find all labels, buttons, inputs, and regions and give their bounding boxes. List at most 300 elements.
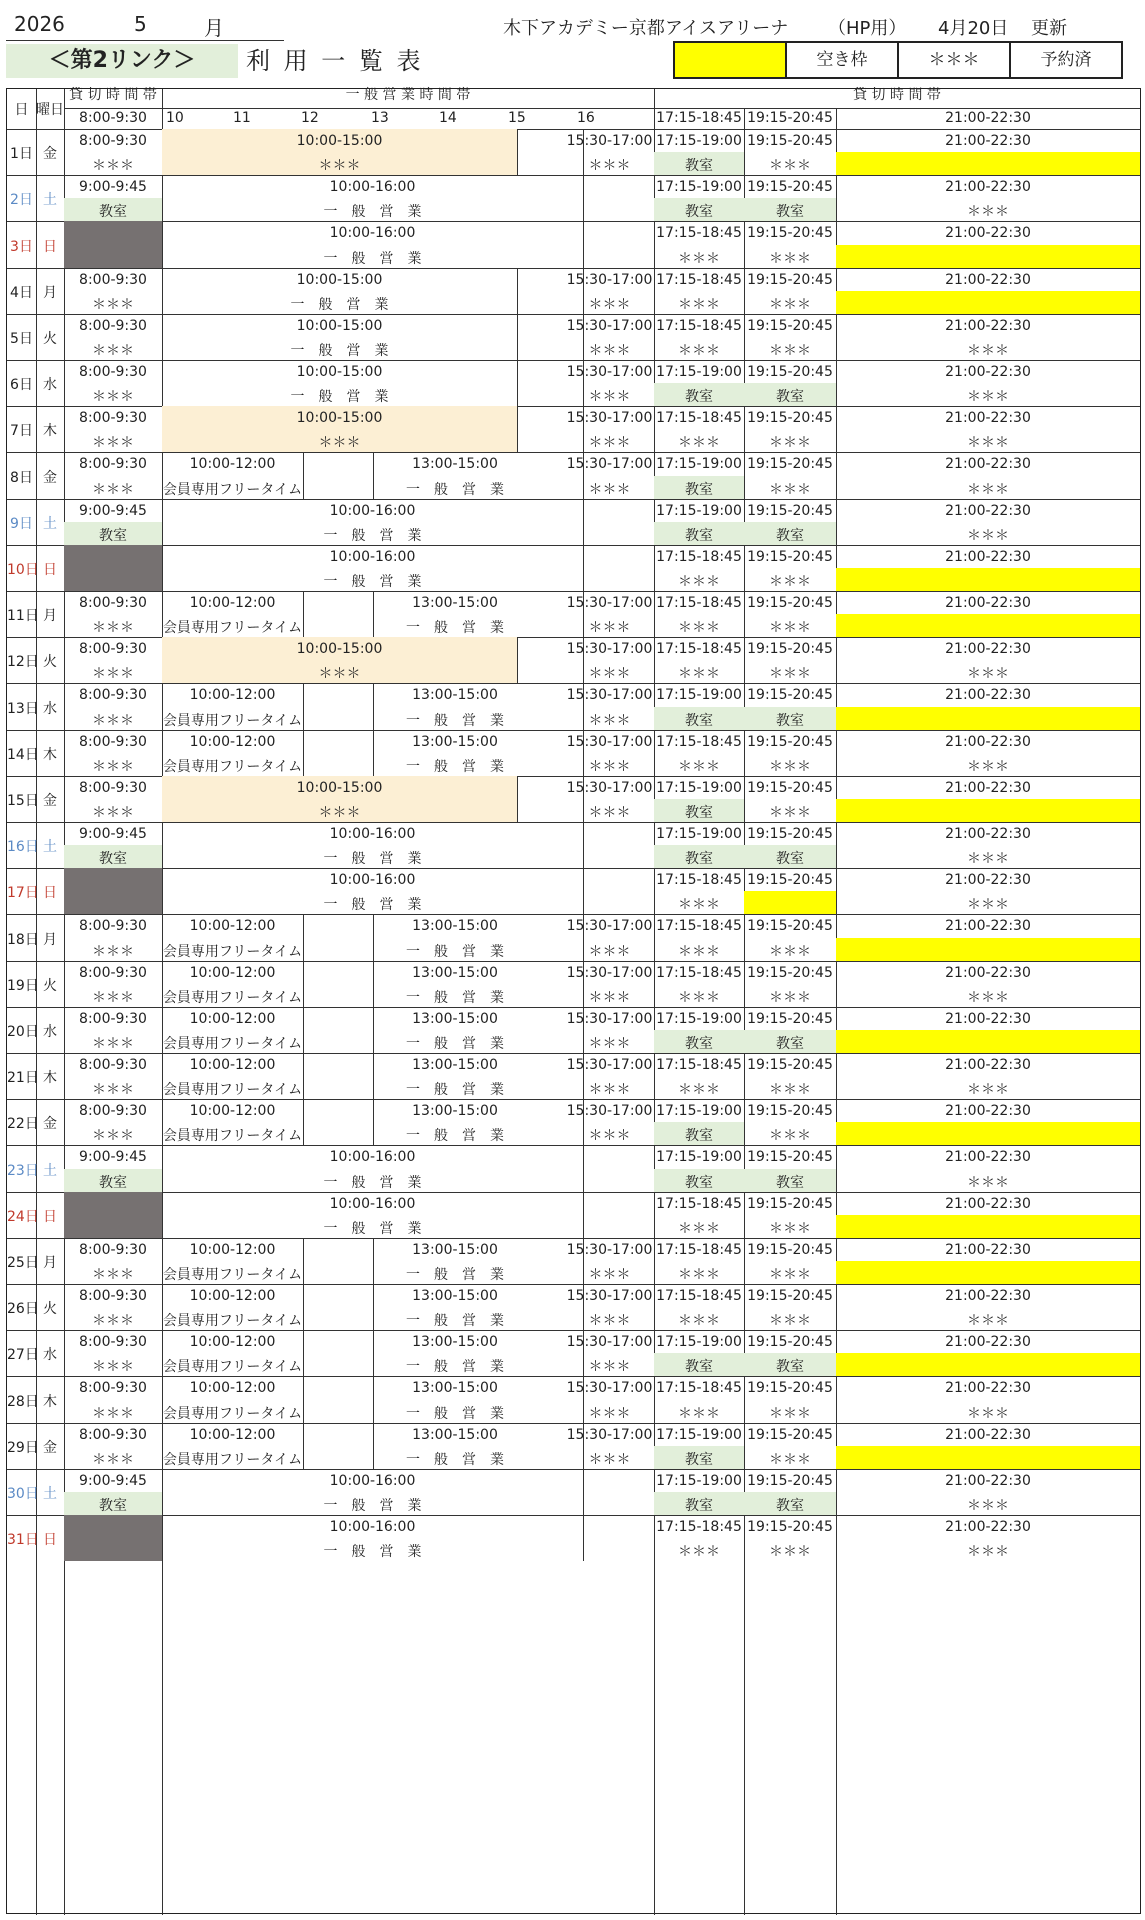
weekday: 火: [43, 330, 57, 347]
general-status: 一 般 営 業: [323, 250, 422, 267]
header-weekday: 曜日: [36, 102, 64, 118]
general-time: 13:00-15:00: [412, 1288, 498, 1304]
evening-status-1: 教室: [685, 1035, 713, 1052]
evening-time-1: 17:15-18:45: [656, 1057, 742, 1073]
grid-line: [7, 221, 1140, 222]
evening-status-2: ＊＊＊: [769, 758, 811, 775]
evening-status-1: ＊＊＊: [678, 573, 720, 590]
members-status: 会員専用フリータイム: [162, 1451, 303, 1468]
grid-line: [7, 360, 1140, 361]
vacant-slot: [836, 245, 1140, 268]
evening-status-1: ＊＊＊: [678, 620, 720, 637]
evening-status-1: ＊＊＊: [678, 1220, 720, 1237]
evening-status-1: 教室: [685, 1128, 713, 1145]
afternoon-status: ＊＊＊: [588, 481, 631, 498]
general-status: 一 般 営 業: [323, 573, 422, 590]
general-status: 一 般 営 業: [323, 851, 422, 868]
general-status: 一 般 営 業: [406, 1128, 504, 1145]
vacant-slot: [836, 1030, 1140, 1053]
vacant-slot: [836, 291, 1140, 314]
morning-status: ＊＊＊: [92, 1405, 134, 1422]
general-time: 10:00-16:00: [329, 1195, 416, 1212]
general-status: ＊＊＊: [318, 804, 361, 821]
morning-status: ＊＊＊: [92, 620, 134, 637]
evening-time-3: 21:00-22:30: [945, 964, 1031, 981]
members-status: 会員専用フリータイム: [162, 481, 303, 498]
evening-status-3: ＊＊＊: [967, 989, 1009, 1006]
day-number: 26日: [7, 1301, 39, 1318]
page-subtitle: 利 用 一 覧 表: [246, 47, 424, 75]
evening-status-3: ＊＊＊: [967, 342, 1009, 359]
morning-time: 8:00-9:30: [79, 1288, 147, 1304]
general-status: ＊＊＊: [318, 435, 361, 452]
vacant-slot: [836, 799, 1140, 822]
morning-status: ＊＊＊: [92, 342, 134, 359]
evening-time-3: 21:00-22:30: [945, 317, 1031, 334]
grid-line: [373, 730, 374, 776]
closed-block: [64, 221, 162, 267]
afternoon-time: 15:30-17:00: [566, 410, 653, 427]
day-number: 10日: [7, 561, 39, 578]
weekday: 木: [43, 1393, 57, 1410]
year-label: 2026: [14, 12, 65, 36]
afternoon-time: 15:30-17:00: [566, 133, 653, 149]
afternoon-status: ＊＊＊: [588, 943, 631, 960]
grid-line: [7, 914, 1140, 915]
evening-time-1: 17:15-18:45: [656, 1380, 742, 1397]
grid-line: [7, 1330, 1140, 1331]
evening-time-3: 21:00-22:30: [945, 872, 1031, 889]
general-status: 一 般 営 業: [406, 1082, 504, 1099]
evening-status-2: 教室: [776, 1035, 804, 1052]
legend-vacant-swatch: [675, 43, 785, 77]
grid-line: [583, 1515, 584, 1561]
evening-status-1: ＊＊＊: [678, 342, 720, 359]
general-status: 一 般 営 業: [323, 1544, 422, 1561]
rink-title: ＜第2リンク＞: [6, 44, 238, 78]
members-time: 10:00-12:00: [189, 456, 276, 473]
month-number: 5: [134, 12, 147, 36]
general-status: 一 般 営 業: [406, 712, 504, 729]
general-status: 一 般 営 業: [323, 204, 422, 221]
morning-time: 9:00-9:45: [79, 179, 147, 196]
morning-status: 教室: [99, 1174, 127, 1191]
general-time: 10:00-16:00: [329, 548, 416, 565]
weekday: 木: [43, 423, 57, 440]
members-time: 10:00-12:00: [189, 964, 276, 981]
morning-time: 9:00-9:45: [79, 1149, 147, 1166]
evening-time-3: 21:00-22:30: [945, 502, 1031, 519]
morning-status: 教室: [99, 851, 127, 868]
evening-time-3: 21:00-22:30: [945, 1103, 1031, 1120]
evening-status-1: 教室: [685, 481, 713, 498]
members-time: 10:00-12:00: [189, 687, 276, 704]
evening-status-2: ＊＊＊: [769, 1128, 811, 1145]
evening-time-2: 19:15-20:45: [747, 918, 833, 935]
day-number: 6日: [10, 377, 33, 394]
day-number: 28日: [7, 1393, 39, 1410]
vacant-slot: [836, 568, 1140, 591]
general-status: 一 般 営 業: [406, 620, 504, 637]
grid-line: [7, 1053, 1140, 1054]
morning-time: 8:00-9:30: [79, 1103, 147, 1120]
afternoon-time: 15:30-17:00: [566, 1380, 653, 1397]
vacant-slot: [836, 707, 1140, 730]
grid-line: [517, 268, 518, 314]
evening-status-1: ＊＊＊: [678, 435, 720, 452]
afternoon-status: ＊＊＊: [588, 1082, 631, 1099]
members-time: 10:00-12:00: [189, 1334, 276, 1351]
evening-time-2: 19:15-20:45: [747, 1010, 833, 1027]
evening-status-2: ＊＊＊: [769, 573, 811, 590]
morning-time: 8:00-9:30: [79, 271, 147, 288]
grid-line: [303, 1007, 304, 1053]
weekday: 金: [43, 1116, 57, 1133]
evening-status-3: ＊＊＊: [967, 1082, 1009, 1099]
evening-time-3: 21:00-22:30: [945, 225, 1031, 242]
afternoon-status: ＊＊＊: [588, 435, 631, 452]
grid-line: [303, 1330, 304, 1376]
morning-status: ＊＊＊: [92, 1313, 134, 1330]
members-status: 会員専用フリータイム: [162, 989, 303, 1006]
day-number: 13日: [7, 700, 39, 717]
evening-time-2: 19:15-20:45: [747, 1519, 833, 1535]
evening-time-3: 21:00-22:30: [945, 1472, 1031, 1489]
morning-time: 8:00-9:30: [79, 1334, 147, 1351]
evening-status-2: ＊＊＊: [769, 1544, 811, 1561]
evening-status-2: ＊＊＊: [769, 1313, 811, 1330]
header-rental-morning: 貸 切 時 間 帯: [69, 87, 157, 103]
header-morning-slot: 8:00-9:30: [79, 110, 147, 126]
vacant-slot: [836, 152, 1140, 175]
grid-line: [583, 221, 584, 267]
evening-time-1: 17:15-18:45: [656, 1288, 742, 1304]
header-hour-12: 12: [301, 110, 319, 126]
weekday: 火: [43, 1301, 57, 1318]
evening-status-2: ＊＊＊: [769, 1405, 811, 1422]
morning-time: 8:00-9:30: [79, 1057, 147, 1073]
weekday: 月: [43, 608, 57, 625]
grid-line: [303, 1423, 304, 1469]
vacant-slot: [836, 1446, 1140, 1469]
afternoon-status: ＊＊＊: [588, 158, 631, 175]
morning-time: 8:00-9:30: [79, 595, 147, 611]
evening-status-3: ＊＊＊: [967, 666, 1009, 683]
evening-time-1: 17:15-18:45: [656, 1519, 742, 1535]
evening-time-1: 17:15-19:00: [656, 826, 742, 842]
grid-line: [373, 1284, 374, 1330]
evening-status-1: ＊＊＊: [678, 1405, 720, 1422]
evening-status-1: 教室: [685, 1174, 713, 1191]
grid-line: [303, 452, 304, 498]
members-status: 会員専用フリータイム: [162, 1359, 303, 1376]
general-time: 10:00-16:00: [329, 1519, 416, 1535]
afternoon-status: ＊＊＊: [588, 1451, 631, 1468]
general-status: 一 般 営 業: [323, 527, 422, 544]
members-status: 会員専用フリータイム: [162, 620, 303, 637]
grid-line: [7, 1238, 1140, 1239]
grid-line: [583, 545, 584, 591]
grid-line: [303, 591, 304, 637]
grid-line: [7, 1284, 1140, 1285]
grid-line: [7, 1099, 1140, 1100]
general-status: ＊＊＊: [318, 158, 361, 175]
morning-time: 8:00-9:30: [79, 641, 147, 658]
evening-status-2: ＊＊＊: [769, 1082, 811, 1099]
weekday: 金: [43, 1439, 57, 1456]
evening-status-2: 教室: [776, 204, 804, 221]
evening-status-3: ＊＊＊: [967, 897, 1009, 914]
hp-label: （HP用）: [828, 18, 907, 39]
afternoon-status: ＊＊＊: [588, 296, 631, 313]
vacant-slot: [836, 1353, 1140, 1376]
morning-status: ＊＊＊: [92, 943, 134, 960]
evening-status-2: ＊＊＊: [769, 943, 811, 960]
weekday: 水: [43, 1347, 57, 1364]
day-number: 4日: [10, 284, 33, 301]
morning-status: ＊＊＊: [92, 804, 134, 821]
weekday: 水: [43, 1023, 57, 1040]
header-hour-15: 15: [508, 110, 526, 126]
evening-time-1: 17:15-19:00: [656, 364, 742, 380]
weekday: 火: [43, 977, 57, 994]
grid-line: [303, 961, 304, 1007]
grid-line: [7, 683, 1140, 684]
header-evening-3: 21:00-22:30: [945, 110, 1031, 126]
evening-time-3: 21:00-22:30: [945, 456, 1031, 473]
general-time: 10:00-15:00: [296, 364, 383, 380]
general-time: 13:00-15:00: [412, 456, 498, 473]
general-time: 10:00-15:00: [296, 779, 383, 796]
weekday: 金: [43, 146, 57, 163]
day-number: 17日: [7, 885, 39, 902]
morning-status: ＊＊＊: [92, 712, 134, 729]
evening-status-2: ＊＊＊: [769, 989, 811, 1006]
evening-time-3: 21:00-22:30: [945, 918, 1031, 935]
venue-name: 木下アカデミー京都アイスアリーナ: [503, 18, 789, 39]
evening-time-2: 19:15-20:45: [747, 641, 833, 658]
weekday: 金: [43, 792, 57, 809]
general-time: 10:00-15:00: [296, 271, 383, 288]
afternoon-status: ＊＊＊: [588, 1128, 631, 1145]
general-status: 一 般 営 業: [406, 481, 504, 498]
morning-time: 8:00-9:30: [79, 1010, 147, 1027]
evening-status-1: 教室: [685, 204, 713, 221]
grid-line: [373, 1423, 374, 1469]
afternoon-status: ＊＊＊: [588, 1035, 631, 1052]
evening-status-3: ＊＊＊: [967, 204, 1009, 221]
afternoon-status: ＊＊＊: [588, 666, 631, 683]
general-time: 10:00-16:00: [329, 826, 416, 842]
members-status: 会員専用フリータイム: [162, 1082, 303, 1099]
evening-status-1: ＊＊＊: [678, 897, 720, 914]
members-time: 10:00-12:00: [189, 1380, 276, 1397]
grid-line: [373, 1007, 374, 1053]
grid-line: [517, 406, 518, 452]
morning-time: 8:00-9:30: [79, 733, 147, 750]
day-number: 31日: [7, 1532, 39, 1549]
general-status: 一 般 営 業: [406, 943, 504, 960]
general-time: 13:00-15:00: [412, 964, 498, 981]
legend-reserved: 予約済: [1009, 43, 1121, 77]
morning-time: 8:00-9:30: [79, 1241, 147, 1258]
afternoon-status: ＊＊＊: [588, 620, 631, 637]
morning-time: 8:00-9:30: [79, 779, 147, 796]
evening-status-3: ＊＊＊: [967, 435, 1009, 452]
evening-time-1: 17:15-19:00: [656, 456, 742, 473]
header-rental-evening: 貸 切 時 間 帯: [853, 87, 941, 103]
evening-time-3: 21:00-22:30: [945, 1519, 1031, 1535]
vacant-slot: [836, 1122, 1140, 1145]
afternoon-time: 15:30-17:00: [566, 687, 653, 704]
general-status: 一 般 営 業: [406, 758, 504, 775]
header-hour-11: 11: [233, 110, 251, 126]
evening-status-3: ＊＊＊: [967, 1497, 1009, 1514]
afternoon-time: 15:30-17:00: [566, 1010, 653, 1027]
morning-time: 8:00-9:30: [79, 456, 147, 473]
members-time: 10:00-12:00: [189, 595, 276, 611]
morning-status: ＊＊＊: [92, 1082, 134, 1099]
evening-time-2: 19:15-20:45: [747, 1472, 833, 1489]
day-number: 22日: [7, 1116, 39, 1133]
header-evening-1: 17:15-18:45: [656, 110, 742, 126]
evening-status-2: ＊＊＊: [769, 804, 811, 821]
morning-time: 9:00-9:45: [79, 502, 147, 519]
weekday: 土: [43, 1485, 57, 1502]
evening-time-1: 17:15-19:00: [656, 1472, 742, 1489]
weekday: 日: [43, 1532, 57, 1549]
evening-status-2: ＊＊＊: [769, 296, 811, 313]
general-status: 一 般 営 業: [323, 897, 422, 914]
evening-status-2: 教室: [776, 712, 804, 729]
afternoon-time: 15:30-17:00: [566, 271, 653, 288]
evening-status-2: ＊＊＊: [769, 1266, 811, 1283]
general-time: 13:00-15:00: [412, 1426, 498, 1443]
evening-status-1: 教室: [685, 712, 713, 729]
evening-time-2: 19:15-20:45: [747, 1149, 833, 1166]
day-number: 14日: [7, 746, 39, 763]
grid-line: [303, 730, 304, 776]
updated-date: 4月20日: [938, 18, 1009, 39]
evening-time-1: 17:15-18:45: [656, 964, 742, 981]
evening-status-2: 教室: [776, 389, 804, 406]
weekday: 日: [43, 238, 57, 255]
day-number: 30日: [7, 1485, 39, 1502]
evening-status-3: ＊＊＊: [967, 851, 1009, 868]
afternoon-status: ＊＊＊: [588, 1313, 631, 1330]
evening-time-3: 21:00-22:30: [945, 1057, 1031, 1073]
evening-time-3: 21:00-22:30: [945, 1010, 1031, 1027]
afternoon-time: 15:30-17:00: [566, 964, 653, 981]
grid-line: [373, 1330, 374, 1376]
evening-status-1: 教室: [685, 1497, 713, 1514]
grid-line: [7, 1423, 1140, 1424]
evening-time-1: 17:15-18:45: [656, 317, 742, 334]
evening-time-2: 19:15-20:45: [747, 225, 833, 242]
members-status: 会員専用フリータイム: [162, 1035, 303, 1052]
grid-line: [373, 961, 374, 1007]
grid-line: [303, 1238, 304, 1284]
evening-time-3: 21:00-22:30: [945, 548, 1031, 565]
evening-time-3: 21:00-22:30: [945, 271, 1031, 288]
evening-status-1: ＊＊＊: [678, 1544, 720, 1561]
evening-status-2: ＊＊＊: [769, 1451, 811, 1468]
grid-line: [303, 1099, 304, 1145]
header-hour-16: 16: [577, 110, 595, 126]
members-time: 10:00-12:00: [189, 1103, 276, 1120]
day-number: 12日: [7, 654, 39, 671]
morning-time: 8:00-9:30: [79, 364, 147, 380]
day-number: 2日: [10, 192, 33, 209]
members-status: 会員専用フリータイム: [162, 712, 303, 729]
afternoon-time: 15:30-17:00: [566, 1426, 653, 1443]
afternoon-time: 15:30-17:00: [566, 595, 653, 611]
grid-line: [373, 1099, 374, 1145]
members-time: 10:00-12:00: [189, 1057, 276, 1073]
closed-block: [64, 1515, 162, 1561]
evening-time-2: 19:15-20:45: [747, 456, 833, 473]
evening-time-2: 19:15-20:45: [747, 872, 833, 889]
grid-line: [7, 545, 1140, 546]
afternoon-status: ＊＊＊: [588, 712, 631, 729]
evening-time-3: 21:00-22:30: [945, 826, 1031, 842]
evening-status-3: ＊＊＊: [967, 1174, 1009, 1191]
evening-time-2: 19:15-20:45: [747, 1103, 833, 1120]
evening-time-1: 17:15-18:45: [656, 595, 742, 611]
vacant-slot: [836, 1261, 1140, 1284]
evening-time-3: 21:00-22:30: [945, 1334, 1031, 1351]
weekday: 土: [43, 192, 57, 209]
general-status: 一 般 営 業: [406, 989, 504, 1006]
evening-time-3: 21:00-22:30: [945, 779, 1031, 796]
month-unit: 月: [204, 16, 224, 40]
morning-status: ＊＊＊: [92, 158, 134, 175]
evening-status-1: 教室: [685, 851, 713, 868]
afternoon-time: 15:30-17:00: [566, 641, 653, 658]
evening-time-1: 17:15-19:00: [656, 1334, 742, 1351]
morning-time: 8:00-9:30: [79, 133, 147, 149]
afternoon-time: 15:30-17:00: [566, 1241, 653, 1258]
general-status: 一 般 営 業: [406, 1313, 504, 1330]
updated-label: 更新: [1031, 18, 1067, 39]
evening-status-2: 教室: [776, 1359, 804, 1376]
header-hour-13: 13: [371, 110, 389, 126]
evening-status-2: ＊＊＊: [769, 666, 811, 683]
grid-line: [517, 314, 518, 360]
evening-time-1: 17:15-19:00: [656, 133, 742, 149]
evening-time-2: 19:15-20:45: [747, 733, 833, 750]
weekday: 土: [43, 1162, 57, 1179]
weekday: 月: [43, 1254, 57, 1271]
afternoon-time: 15:30-17:00: [566, 456, 653, 473]
vacant-slot: [836, 938, 1140, 961]
evening-time-1: 17:15-18:45: [656, 225, 742, 242]
evening-time-2: 19:15-20:45: [747, 595, 833, 611]
evening-time-3: 21:00-22:30: [945, 641, 1031, 658]
afternoon-status: ＊＊＊: [588, 389, 631, 406]
members-status: 会員専用フリータイム: [162, 758, 303, 775]
evening-status-2: 教室: [776, 1497, 804, 1514]
evening-status-3: ＊＊＊: [967, 389, 1009, 406]
evening-time-2: 19:15-20:45: [747, 964, 833, 981]
evening-time-3: 21:00-22:30: [945, 1288, 1031, 1304]
general-time: 10:00-16:00: [329, 225, 416, 242]
legend-vacant-label: 空き枠: [785, 43, 897, 77]
weekday: 水: [43, 700, 57, 717]
evening-time-1: 17:15-18:45: [656, 1195, 742, 1212]
evening-status-1: ＊＊＊: [678, 1313, 720, 1330]
evening-status-3: ＊＊＊: [967, 481, 1009, 498]
